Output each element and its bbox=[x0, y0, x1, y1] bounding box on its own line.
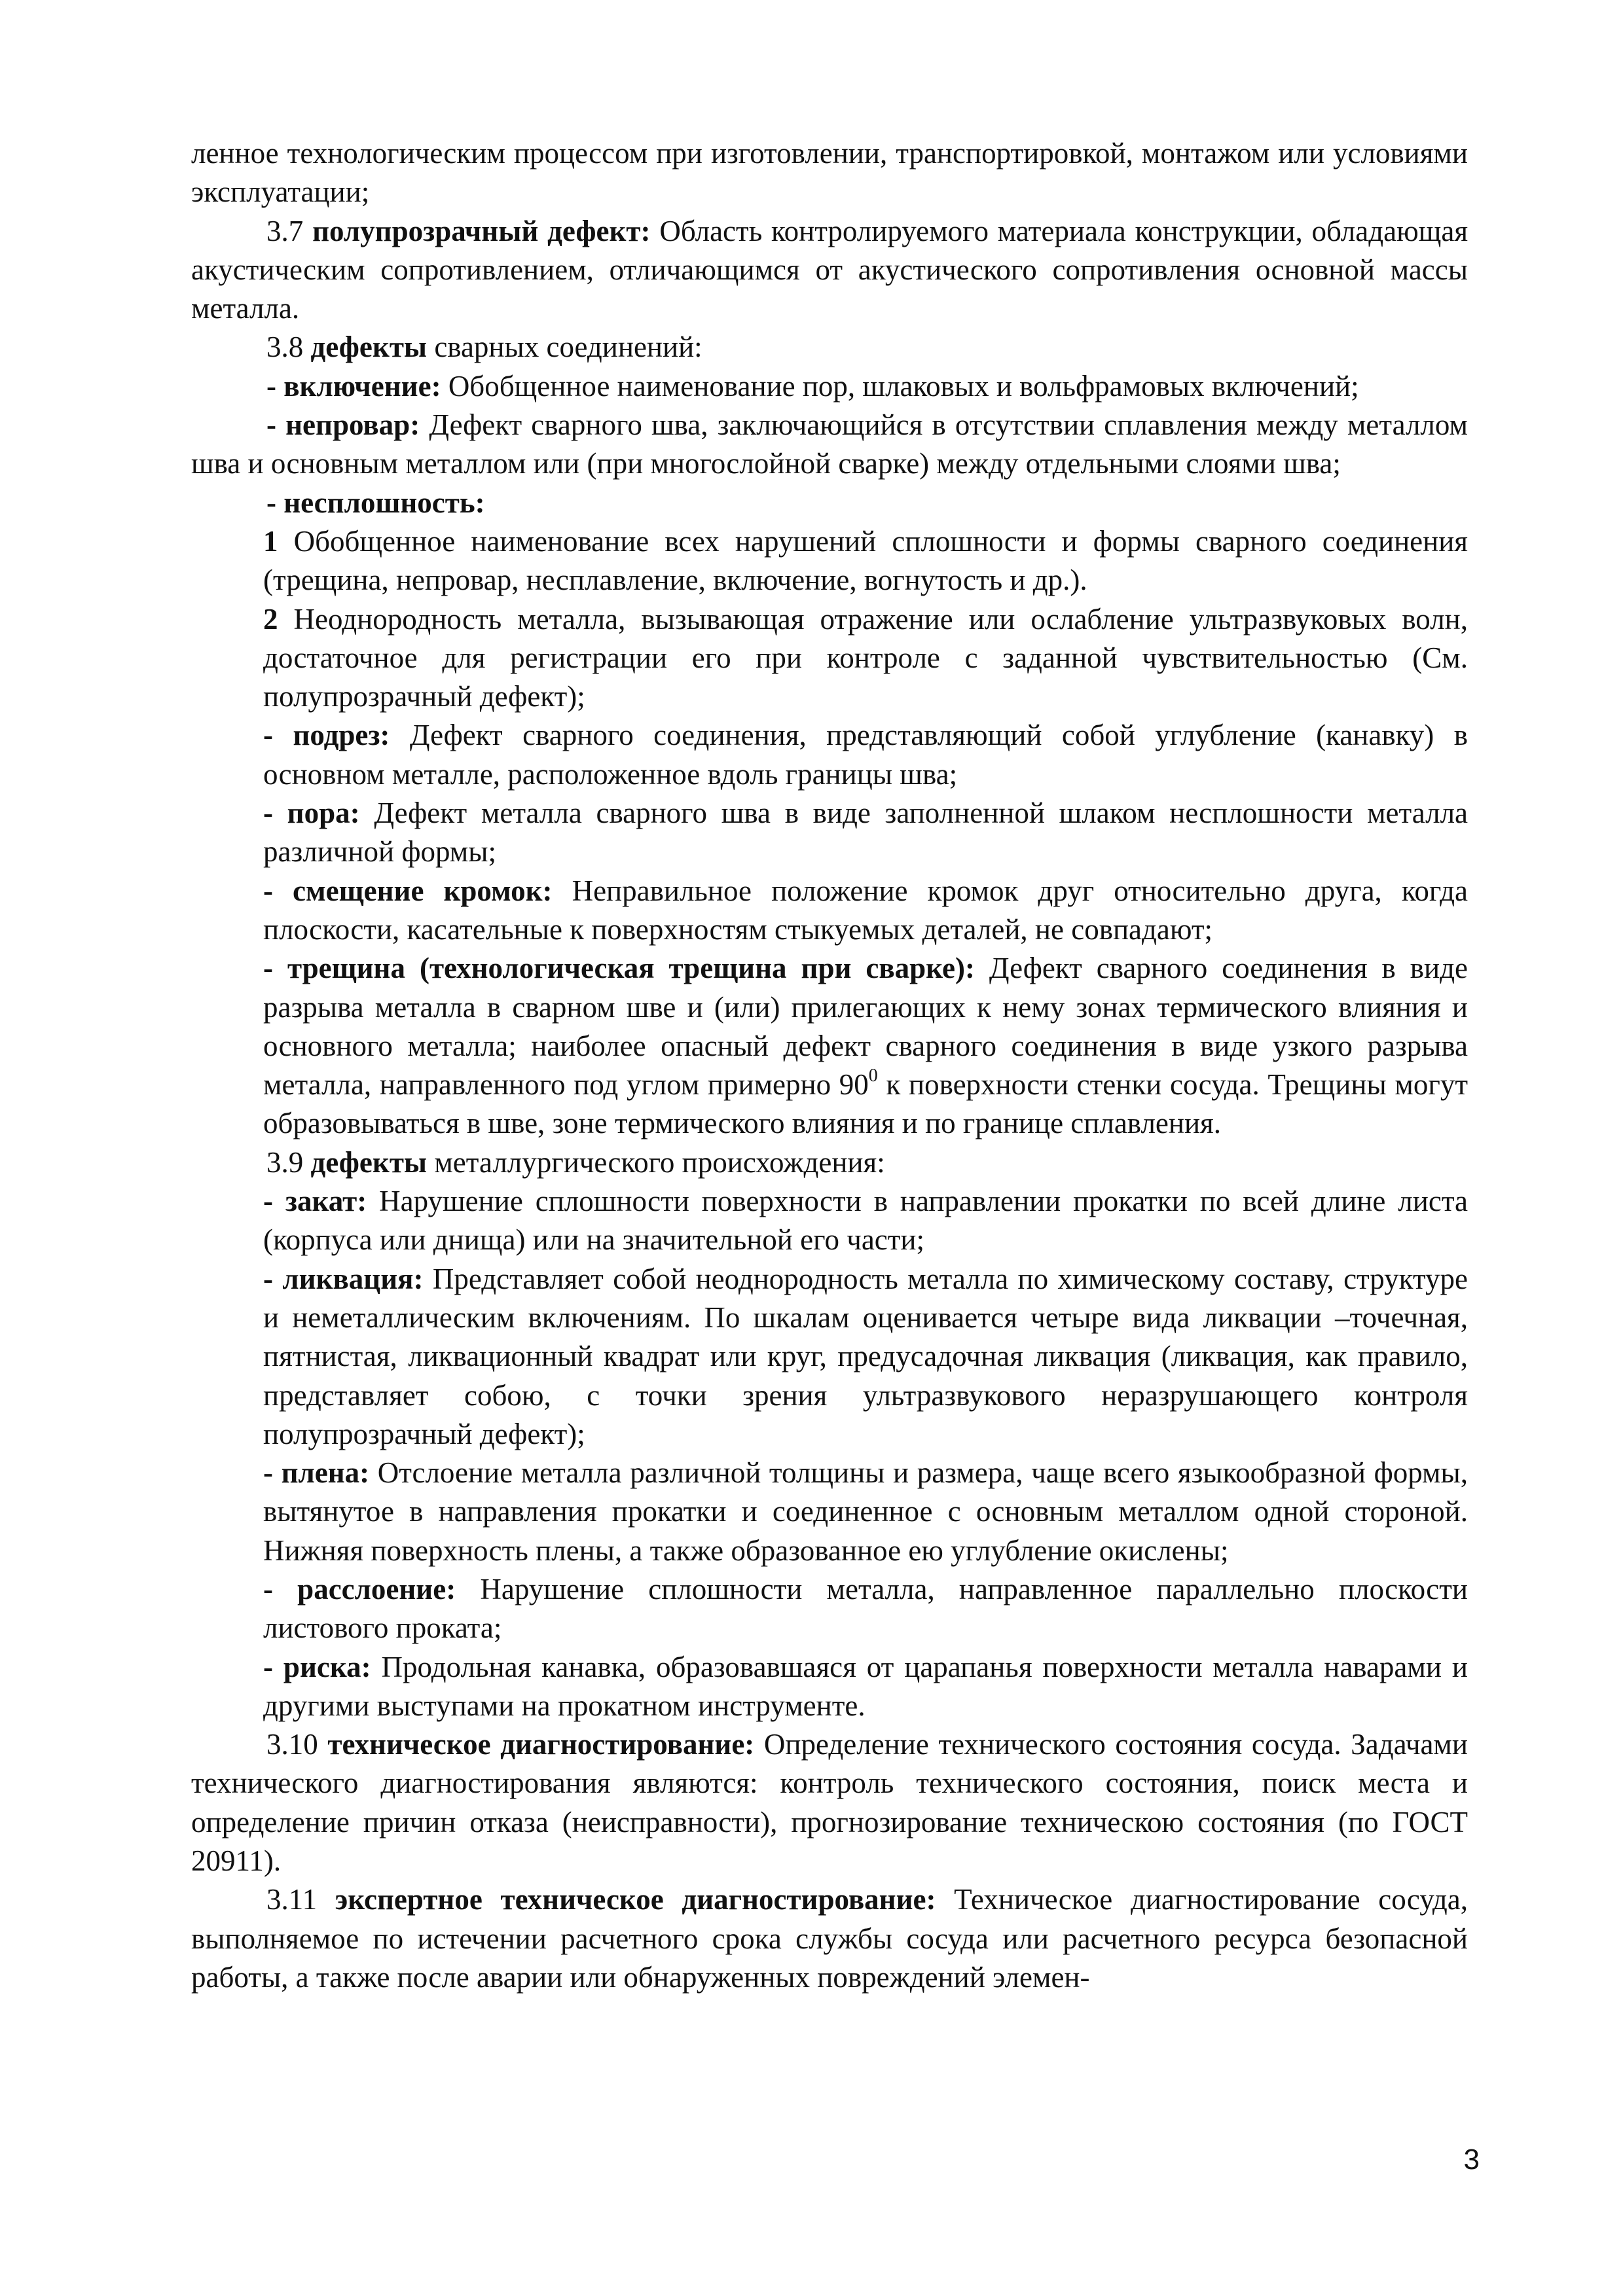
definition: Нарушение сплошности поверхности в направлении прокатки по всей длине листа (корпуса или днища) или на значительной его части; bbox=[263, 1185, 1468, 1257]
term: - закат: bbox=[263, 1185, 367, 1218]
clause-3-9 bbox=[191, 1143, 1468, 1182]
paragraph-continuation bbox=[191, 134, 1468, 212]
term: дефекты bbox=[310, 331, 428, 364]
term: - риска: bbox=[263, 1650, 371, 1683]
clause-number: 3.9 bbox=[266, 1145, 311, 1179]
sub-number: 1 bbox=[263, 524, 278, 558]
paragraph-text: ленное технологическим процессом при изготовлении, транспортировкой, монтажом или условиями эксплуатации; bbox=[191, 137, 1468, 209]
item-pore bbox=[191, 794, 1468, 872]
item-segregation bbox=[191, 1260, 1468, 1454]
body-text bbox=[191, 134, 1468, 1997]
term: экспертное техническое диагностирование: bbox=[335, 1883, 936, 1916]
item-inclusion bbox=[191, 367, 1468, 406]
item-lamination bbox=[191, 1570, 1468, 1648]
definition: Область контролируемого материала конструкции, обладающая акустическим сопротивлением, отличающимся от акустического сопротивления основной массы металла. bbox=[191, 214, 1468, 325]
definition: Обобщенное наименование пор, шлаковых и вольфрамовых включений; bbox=[441, 369, 1359, 403]
definition: Неоднородность металла, вызывающая отражение или ослабление ультразвуковых волн, достаточное для регистрации его при контроле с заданной чувствительностью (См. полупрозрачный дефект); bbox=[263, 602, 1468, 713]
term: - ликвация: bbox=[263, 1262, 424, 1295]
definition: Представляет собой неоднородность металла по химическому составу, структуре и неметаллическим включениям. По шкалам оценивается четыре вида ликвации –точечная, пятнистая, ликвационный квадрат или круг, предусадочная ликвация (ликвация, как правило, представляет собою, с точки зрения ультразвукового неразрушающего контроля полупрозрачный дефект); bbox=[263, 1262, 1468, 1450]
definition: сварных соединений: bbox=[427, 331, 702, 364]
definition: Дефект сварного шва, заключающийся в отсутствии сплавления между металлом шва и основным металлом или (при многослойной сварке) между отдельными слоями шва; bbox=[191, 408, 1468, 480]
definition: Дефект сварного соединения, представляющий собой углубление (канавку) в основном металле, расположенное вдоль границы шва; bbox=[263, 719, 1468, 791]
term: полупрозрачный дефект: bbox=[312, 214, 651, 247]
term: - пора: bbox=[263, 797, 360, 830]
term: - включение: bbox=[266, 369, 441, 403]
definition: Техническое диагностирование сосуда, выполняемое по истечении расчетного срока службы сосуда или расчетного ресурса безопасной работы, а также после аварии или обнаруженных повреждений элемен- bbox=[191, 1883, 1468, 1994]
item-crack bbox=[191, 949, 1468, 1143]
clause-number: 3.8 bbox=[266, 331, 311, 364]
degree-superscript: 0 bbox=[868, 1066, 878, 1086]
term: - расслоение: bbox=[263, 1572, 456, 1605]
item-discontinuity-2 bbox=[191, 600, 1468, 717]
clause-3-8 bbox=[191, 328, 1468, 367]
definition: металлургического происхождения: bbox=[427, 1145, 885, 1179]
item-edge-offset bbox=[191, 872, 1468, 950]
term: - смещение кромок: bbox=[263, 874, 553, 907]
definition: Дефект металла сварного шва в виде заполненной шлаком несплошности металла различной формы; bbox=[263, 797, 1468, 869]
item-discontinuity bbox=[191, 484, 1468, 522]
item-undercut bbox=[191, 716, 1468, 794]
item-scratch bbox=[191, 1648, 1468, 1726]
definition: Обобщенное наименование всех нарушений сплошности и формы сварного соединения (трещина, непровар, несплавление, включение, вогнутость и др.). bbox=[263, 524, 1468, 597]
item-discontinuity-1 bbox=[191, 522, 1468, 600]
definition: Продольная канавка, образовавшаяся от царапанья поверхности металла наварами и другими выступами на прокатном инструменте. bbox=[263, 1650, 1468, 1722]
item-scab bbox=[191, 1454, 1468, 1570]
clause-3-10 bbox=[191, 1725, 1468, 1880]
definition: Отслоение металла различной толщины и размера, чаще всего языкообразной формы, вытянутое в направления прокатки и соединенное с основным металлом одной стороной. Нижняя поверхность плены, а также образованное ею углубление окислены; bbox=[263, 1456, 1468, 1567]
clause-number: 3.11 bbox=[266, 1883, 335, 1916]
definition-continued: к поверхности стенки сосуда. Трещины могут образовываться в шве, зоне термического влияния и по границе сплавления. bbox=[263, 1068, 1468, 1140]
term: - несплошность: bbox=[266, 486, 485, 519]
clause-number: 3.7 bbox=[266, 214, 313, 247]
term: - плена: bbox=[263, 1456, 370, 1490]
term: - непровар: bbox=[266, 408, 420, 442]
definition: Неправильное положение кромок друг относительно друга, когда плоскости, касательные к поверхностям стыкуемых деталей, не совпадают; bbox=[263, 874, 1468, 946]
definition: Нарушение сплошности металла, направленное параллельно плоскости листового проката; bbox=[263, 1572, 1468, 1645]
term: - трещина (технологическая трещина при сварке): bbox=[263, 952, 975, 985]
page-number: 3 bbox=[1463, 2144, 1480, 2176]
clause-3-11 bbox=[191, 1880, 1468, 1997]
term: техническое диагностирование: bbox=[327, 1728, 755, 1761]
clause-3-7 bbox=[191, 212, 1468, 329]
item-lap bbox=[191, 1182, 1468, 1260]
sub-number: 2 bbox=[263, 602, 278, 636]
term: дефекты bbox=[310, 1145, 428, 1179]
clause-number: 3.10 bbox=[266, 1728, 328, 1761]
term: - подрез: bbox=[263, 719, 390, 752]
item-lack-of-fusion bbox=[191, 406, 1468, 484]
definition: Дефект сварного соединения в виде разрыва металла в сварном шве и (или) прилегающих к нему зонах термического влияния и основного металла; наиболее опасный дефект сварного соединения в виде узкого разрыва металла, направленного под углом примерно 90 bbox=[263, 952, 1468, 1102]
definition: Определение технического состояния сосуда. Задачами технического диагностирования являются: контроль технического состояния, поиск места и определение причин отказа (неисправности), прогнозирование техническою состояния (по ГОСТ 20911). bbox=[191, 1728, 1468, 1878]
